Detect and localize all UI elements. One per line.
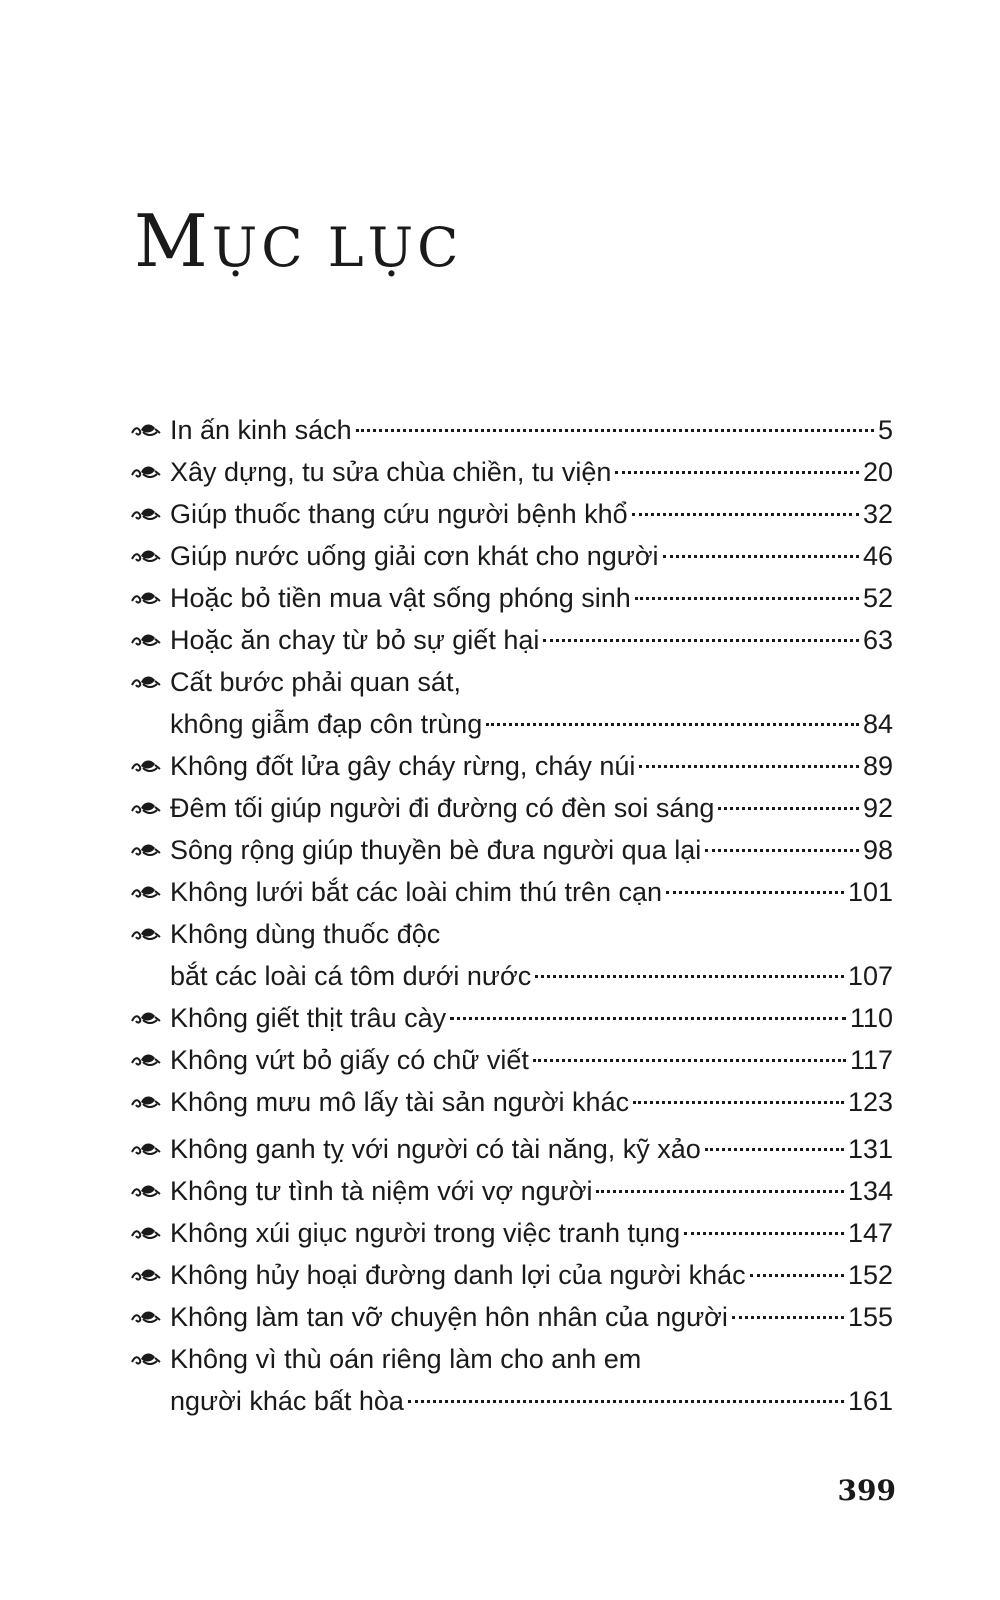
fleuron-leaf-icon	[128, 577, 164, 619]
fleuron-leaf-icon	[128, 1254, 164, 1296]
toc-entry-title: không giẫm đạp côn trùng	[170, 709, 483, 739]
fleuron-leaf-icon	[128, 1081, 164, 1123]
toc-entry-title: Không mưu mô lấy tài sản người khác	[170, 1087, 630, 1117]
toc-entry-page: 123	[847, 1087, 893, 1117]
toc-entry[interactable]	[128, 1212, 893, 1254]
toc-entry-page: 63	[862, 625, 893, 655]
toc-entry-page: 84	[862, 709, 893, 739]
dot-leader	[663, 555, 859, 558]
toc-entry[interactable]	[128, 1128, 893, 1170]
dot-leader	[705, 1148, 844, 1151]
toc-entry-page: 101	[847, 877, 893, 907]
fleuron-leaf-icon	[128, 1128, 164, 1170]
dot-leader	[684, 1232, 844, 1235]
fleuron-leaf-icon	[128, 745, 164, 787]
fleuron-leaf-icon	[128, 1170, 164, 1212]
dot-leader	[596, 1190, 843, 1193]
toc-entry[interactable]	[128, 913, 893, 997]
dot-leader	[356, 429, 874, 432]
fleuron-leaf-icon	[128, 871, 164, 913]
toc-entry-page: 117	[849, 1045, 893, 1075]
toc-entry-page: 110	[849, 1003, 893, 1033]
toc-entry-title: Không vứt bỏ giấy có chữ viết	[170, 1045, 529, 1075]
toc-entry-title: Xây dựng, tu sửa chùa chiền, tu viện	[170, 457, 612, 487]
toc-entry-title: bắt các loài cá tôm dưới nước	[170, 961, 532, 991]
toc-entry-title: Không xúi giục người trong việc tranh tụng	[170, 1218, 681, 1248]
toc-entry-page: 46	[862, 541, 893, 571]
toc-entry[interactable]	[128, 661, 893, 745]
fleuron-leaf-icon	[128, 1039, 164, 1081]
toc-entry-title: Không lưới bắt các loài chim thú trên cạn	[170, 877, 663, 907]
toc-entry-title: Không vì thù oán riêng làm cho anh em	[170, 1344, 642, 1374]
toc-entry-title: Hoặc bỏ tiền mua vật sống phóng sinh	[170, 583, 631, 613]
dot-leader	[750, 1274, 844, 1277]
toc-entry-page: 92	[862, 793, 893, 823]
dot-leader	[705, 849, 859, 852]
toc-entry-title: Không giết thịt trâu cày	[170, 1003, 447, 1033]
dot-leader	[408, 1400, 844, 1403]
fleuron-leaf-icon	[128, 451, 164, 493]
toc-entry[interactable]	[128, 1338, 893, 1422]
dot-leader	[543, 639, 859, 642]
dot-leader	[633, 1101, 844, 1104]
title-rest: ỤC LỤC	[211, 216, 463, 279]
fleuron-leaf-icon	[128, 997, 164, 1039]
dot-leader	[666, 891, 844, 894]
fleuron-leaf-icon	[128, 829, 164, 871]
dot-leader	[450, 1017, 846, 1020]
toc-entry-page: 98	[862, 835, 893, 865]
toc-entry[interactable]	[128, 871, 893, 913]
fleuron-leaf-icon	[128, 661, 164, 703]
dot-leader	[632, 513, 859, 516]
toc-entry-page: 89	[862, 751, 893, 781]
toc-entry-title: Hoặc ăn chay từ bỏ sự giết hại	[170, 625, 540, 655]
fleuron-leaf-icon	[128, 619, 164, 661]
toc-entry-page: 161	[847, 1386, 893, 1416]
toc-entry-title: Không ganh tỵ với người có tài năng, kỹ xảo	[170, 1134, 701, 1164]
toc-entry-page: 32	[862, 499, 893, 529]
dot-leader	[639, 765, 859, 768]
toc-entry-title: Không tư tình tà niệm với vợ người	[170, 1176, 593, 1206]
toc-entry-page: 5	[877, 415, 893, 445]
toc-entry-title: Giúp nước uống giải cơn khát cho người	[170, 541, 659, 571]
toc-entry[interactable]	[128, 1254, 893, 1296]
fleuron-leaf-icon	[128, 409, 164, 451]
dot-leader	[718, 807, 859, 810]
toc-entry-page: 147	[847, 1218, 893, 1248]
toc-entry-title: Sông rộng giúp thuyền bè đưa người qua lại	[170, 835, 702, 865]
page-number: 399	[837, 1474, 896, 1507]
fleuron-leaf-icon	[128, 913, 164, 955]
toc-entry[interactable]	[128, 451, 893, 493]
toc-entry[interactable]	[128, 535, 893, 577]
toc-entry[interactable]	[128, 493, 893, 535]
toc-entry[interactable]	[128, 409, 893, 451]
fleuron-leaf-icon	[128, 535, 164, 577]
toc-entry-page: 131	[847, 1134, 893, 1164]
fleuron-leaf-icon	[128, 787, 164, 829]
toc-entry[interactable]	[128, 1039, 893, 1081]
toc-entry-title: Không hủy hoại đường danh lợi của người khác	[170, 1260, 746, 1290]
toc-entry[interactable]	[128, 787, 893, 829]
toc-entry-title: Cất bước phải quan sát,	[170, 667, 461, 697]
fleuron-leaf-icon	[128, 1296, 164, 1338]
dot-leader	[486, 723, 859, 726]
fleuron-leaf-icon	[128, 493, 164, 535]
toc-entry-page: 52	[862, 583, 893, 613]
table-of-contents	[128, 409, 893, 1422]
toc-entry-page: 152	[847, 1260, 893, 1290]
toc-entry-title: Đêm tối giúp người đi đường có đèn soi sáng	[170, 793, 715, 823]
dot-leader	[535, 975, 844, 978]
toc-entry-title: người khác bất hòa	[170, 1386, 404, 1416]
toc-entry-title: In ấn kinh sách	[170, 415, 352, 445]
toc-entry[interactable]	[128, 1081, 893, 1123]
toc-entry[interactable]	[128, 1170, 893, 1212]
toc-entry-page: 134	[847, 1176, 893, 1206]
dot-leader	[732, 1316, 844, 1319]
title-initial: M	[134, 199, 212, 283]
toc-entry[interactable]	[128, 997, 893, 1039]
toc-entry[interactable]	[128, 745, 893, 787]
toc-entry[interactable]	[128, 577, 893, 619]
toc-entry[interactable]	[128, 619, 893, 661]
dot-leader	[635, 597, 859, 600]
toc-entry-page: 20	[862, 457, 893, 487]
fleuron-leaf-icon	[128, 1338, 164, 1380]
toc-entry-title: Không đốt lửa gây cháy rừng, cháy núi	[170, 751, 636, 781]
toc-entry-title: Không làm tan vỡ chuyện hôn nhân của người	[170, 1302, 728, 1332]
fleuron-leaf-icon	[128, 1212, 164, 1254]
toc-entry[interactable]	[128, 1296, 893, 1338]
toc-entry-title: Không dùng thuốc độc	[170, 919, 441, 949]
toc-entry-page: 155	[847, 1302, 893, 1332]
toc-entry-page: 107	[847, 961, 893, 991]
toc-entry-title: Giúp thuốc thang cứu người bệnh khổ	[170, 499, 628, 529]
dot-leader	[533, 1059, 846, 1062]
dot-leader	[615, 471, 859, 474]
toc-entry[interactable]	[128, 829, 893, 871]
page-title	[134, 199, 463, 283]
